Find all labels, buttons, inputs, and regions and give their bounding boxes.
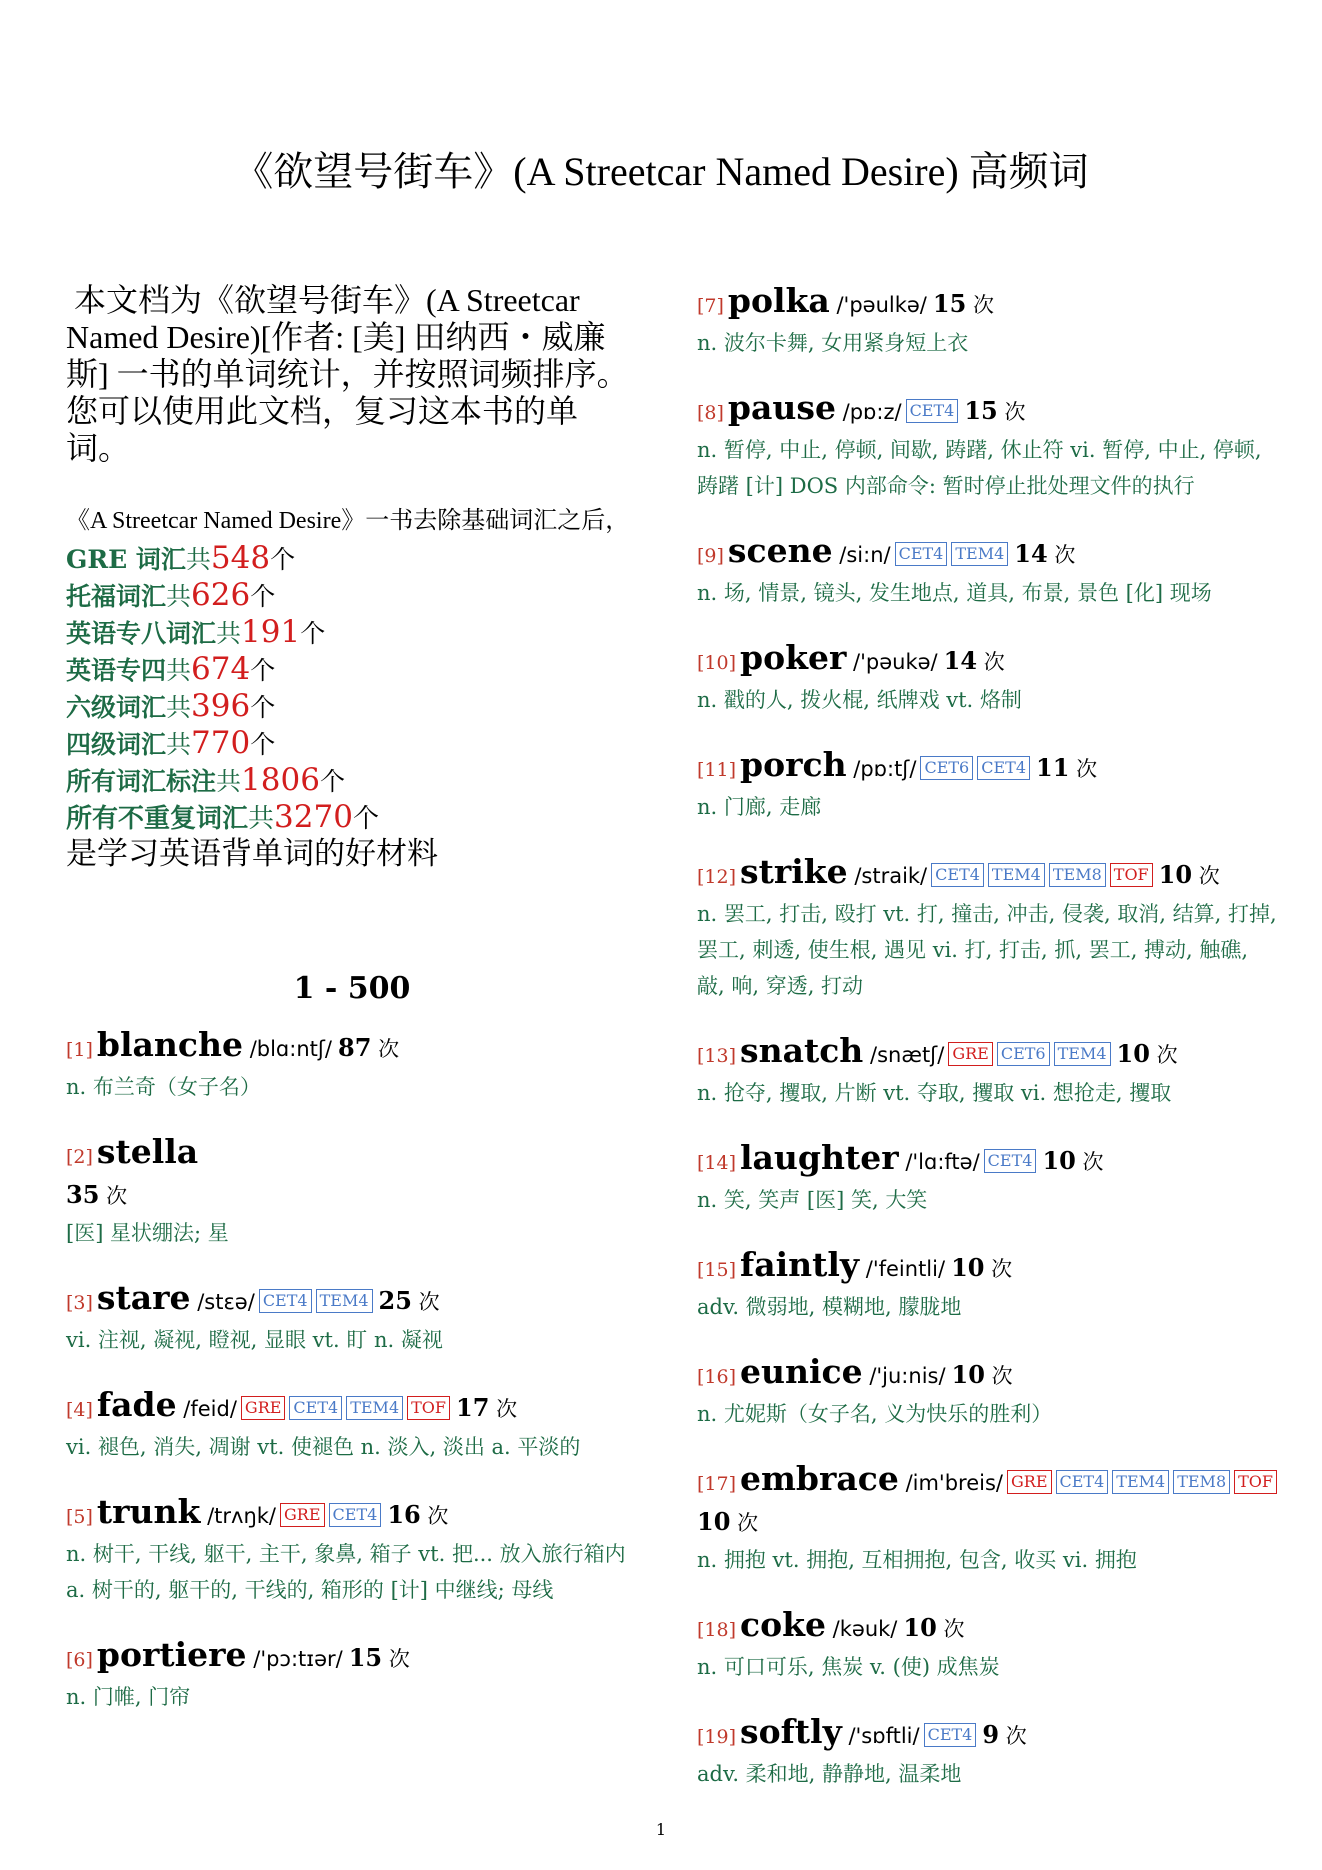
- entry-count-unit: 次: [972, 293, 994, 317]
- entry-head: [697, 1713, 1277, 1756]
- entry-count: 10: [951, 1253, 985, 1282]
- entry-definition: n. 笑, 笑声 [医] 笑, 大笑: [697, 1188, 928, 1212]
- entry-tag-tem8: TEM8: [1173, 1470, 1230, 1494]
- entry-head: [697, 1606, 1277, 1649]
- stat-label: 六级词汇: [66, 693, 167, 722]
- word-entry: [697, 1353, 1277, 1432]
- entry-index: [10]: [697, 652, 737, 674]
- entry-count-unit: 次: [991, 1364, 1013, 1388]
- entry-head: [66, 1386, 638, 1429]
- entry-word: embrace: [740, 1459, 899, 1498]
- entry-count: 35: [66, 1180, 100, 1209]
- entry-count-wrap: [1153, 860, 1220, 889]
- entry-count: 10: [1042, 1146, 1076, 1175]
- entry-count: 15: [932, 289, 967, 318]
- stat-gong: 共: [166, 656, 192, 685]
- entry-head: [697, 853, 1277, 896]
- entry-count: 25: [378, 1286, 412, 1315]
- stat-label: 英语专八词汇: [66, 619, 217, 648]
- entry-count: 11: [1036, 753, 1070, 782]
- entry-count-unit: 次: [737, 1511, 759, 1535]
- entries-right: [697, 282, 1277, 1792]
- stat-gong: 共: [216, 767, 242, 796]
- stat-count: 191: [241, 614, 301, 650]
- entry-count-wrap: [332, 1033, 400, 1062]
- entry-word: fade: [96, 1385, 177, 1424]
- entry-count: 10: [903, 1613, 937, 1642]
- entry-head: [697, 532, 1277, 575]
- entries-left: [66, 1026, 638, 1715]
- entry-count-unit: 次: [983, 650, 1005, 674]
- entry-count-wrap: [927, 289, 994, 318]
- entry-word: strike: [740, 852, 848, 891]
- entry-word: scene: [727, 531, 833, 570]
- entry-head: [66, 1133, 638, 1215]
- stat-gong: 共: [185, 545, 211, 574]
- stat-label: 所有词汇标注: [66, 767, 217, 796]
- entry-count: 15: [348, 1643, 383, 1672]
- entry-count-wrap: [1036, 1146, 1104, 1175]
- entry-definition: n. 暂停, 中止, 停顿, 间歇, 踌躇, 休止符 vi. 暂停, 中止, 停顿, 踌躇 [计] DOS 内部命令: 暂时停止批处理文件的执行: [697, 438, 1262, 498]
- entry-definition: vi. 注视, 凝视, 瞪视, 显眼 vt. 盯 n. 凝视: [66, 1328, 443, 1352]
- entry-phonetic: /'pəulkə/: [836, 293, 927, 317]
- stat-count: 548: [210, 540, 271, 576]
- entry-definition: adv. 柔和地, 静静地, 温柔地: [697, 1762, 962, 1786]
- entry-definition: n. 拥抱 vt. 拥抱, 互相拥抱, 包含, 收买 vi. 拥抱: [697, 1548, 1137, 1572]
- entry-count: 14: [943, 646, 978, 675]
- word-entry: [697, 639, 1277, 718]
- entry-tag-cet6: CET6: [920, 756, 973, 780]
- stat-row: [66, 540, 638, 577]
- entry-tag-tem4: TEM4: [346, 1396, 403, 1420]
- entry-word: pause: [727, 388, 836, 427]
- entry-word: eunice: [740, 1352, 863, 1391]
- stat-count: 1806: [241, 762, 320, 798]
- entry-index: [5]: [66, 1506, 93, 1528]
- entry-word: poker: [740, 638, 847, 677]
- word-entry: [66, 1026, 638, 1105]
- intro-paragraph-1: [66, 282, 638, 393]
- entry-phonetic: /im'breis/: [905, 1471, 1003, 1495]
- entry-tag-cet4: CET4: [984, 1149, 1037, 1173]
- word-entry: [697, 746, 1277, 825]
- stat-label: 四级词汇: [66, 730, 167, 759]
- entry-phonetic: /pɒ:tʃ/: [853, 757, 917, 781]
- entry-count-wrap: [697, 1507, 759, 1536]
- entry-index: [2]: [66, 1146, 93, 1168]
- entry-index: [9]: [697, 545, 724, 567]
- entry-head: [697, 1246, 1277, 1289]
- entry-head: [697, 1460, 1277, 1542]
- entry-word: porch: [740, 745, 847, 784]
- entry-head: [697, 389, 1277, 432]
- entry-head: [66, 1279, 638, 1322]
- entry-phonetic: /stεə/: [197, 1290, 255, 1314]
- entry-head: [697, 1032, 1277, 1075]
- entry-word: snatch: [740, 1031, 864, 1070]
- entry-tag-tem4: TEM4: [1112, 1470, 1169, 1494]
- stat-gong: 共: [216, 619, 242, 648]
- entry-count-wrap: [66, 1180, 128, 1209]
- entry-head: [697, 282, 1277, 325]
- entry-count-unit: 次: [1054, 543, 1076, 567]
- entry-phonetic: /snætʃ/: [870, 1043, 945, 1067]
- stat-unit: 个: [352, 804, 379, 834]
- entry-tag-cet4: CET4: [289, 1396, 342, 1420]
- entry-count-wrap: [958, 396, 1026, 425]
- entry-count-unit: 次: [418, 1290, 440, 1314]
- entry-count-unit: 次: [1082, 1150, 1104, 1174]
- entry-count-wrap: [1111, 1039, 1178, 1068]
- stat-gong: 共: [166, 582, 192, 611]
- left-column: [66, 282, 638, 1743]
- page-number: 1: [655, 1820, 667, 1839]
- entry-tag-cet4: CET4: [1056, 1470, 1109, 1494]
- entry-tag-cet4: CET4: [931, 863, 984, 887]
- word-entry: [66, 1636, 638, 1715]
- entry-count-unit: 次: [1156, 1043, 1178, 1067]
- entry-count-unit: 次: [378, 1037, 400, 1061]
- entry-phonetic: /'sɒftli/: [848, 1724, 920, 1748]
- stat-row: [66, 577, 638, 614]
- stat-unit: 个: [250, 730, 276, 759]
- entry-phonetic: /feid/: [183, 1397, 237, 1421]
- entry-index: [3]: [66, 1292, 93, 1314]
- entry-count-wrap: [381, 1500, 449, 1529]
- entry-count-unit: 次: [106, 1184, 128, 1208]
- entry-head: [66, 1493, 638, 1536]
- entry-count-unit: 次: [1076, 757, 1098, 781]
- entry-index: [8]: [697, 402, 724, 424]
- entry-phonetic: /blɑ:ntʃ/: [249, 1037, 333, 1061]
- entry-count-wrap: [1030, 753, 1098, 782]
- entry-phonetic: /'lɑ:ftə/: [905, 1150, 980, 1174]
- entry-phonetic: /straik/: [854, 864, 928, 888]
- stat-label: GRE 词汇: [66, 545, 186, 574]
- entry-count: 10: [1158, 860, 1193, 889]
- entry-tag-cet4: CET4: [906, 399, 959, 423]
- entry-index: [6]: [66, 1649, 93, 1671]
- entry-count: 87: [338, 1033, 372, 1062]
- entry-count-wrap: [373, 1286, 440, 1315]
- entry-definition: n. 场, 情景, 镜头, 发生地点, 道具, 布景, 景色 [化] 现场: [697, 581, 1212, 605]
- entry-count: 10: [1116, 1039, 1150, 1068]
- entry-tag-gre: GRE: [241, 1396, 286, 1420]
- entry-tag-gre: GRE: [1007, 1470, 1052, 1494]
- word-entry: [66, 1493, 638, 1608]
- entry-index: [13]: [697, 1045, 737, 1067]
- entry-count: 15: [964, 396, 998, 425]
- intro-paragraph-2: 您可以使用此文档，复习这本书的单词。: [66, 393, 579, 466]
- stat-unit: 个: [300, 619, 326, 648]
- stat-row: [66, 651, 638, 688]
- entry-phonetic: /kəuk/: [832, 1617, 898, 1641]
- entry-count-unit: 次: [1198, 864, 1220, 888]
- entry-tag-cet6: CET6: [997, 1042, 1050, 1066]
- entry-count: 16: [387, 1500, 421, 1529]
- entry-head: [697, 1139, 1277, 1182]
- entry-tag-gre: GRE: [948, 1042, 993, 1066]
- entry-count-unit: 次: [1004, 400, 1026, 424]
- stat-unit: 个: [250, 656, 276, 685]
- entry-tag-tof: TOF: [407, 1396, 450, 1420]
- entry-phonetic: /'pɔ:tɪər/: [253, 1647, 343, 1671]
- entry-tag-tem4: TEM4: [988, 863, 1045, 887]
- entry-count-wrap: [343, 1643, 410, 1672]
- entry-definition: [医] 星状绷法; 星: [66, 1221, 229, 1245]
- entry-count-wrap: [938, 646, 1005, 675]
- entry-index: [15]: [697, 1259, 737, 1281]
- entry-count: 10: [697, 1507, 731, 1536]
- word-entry: [697, 1139, 1277, 1218]
- stat-row: [66, 614, 638, 651]
- entry-phonetic: /'feintli/: [865, 1257, 946, 1281]
- word-entry: [697, 853, 1277, 1004]
- entry-word: portiere: [96, 1635, 247, 1674]
- entry-index: [12]: [697, 866, 737, 888]
- word-entry: [697, 1713, 1277, 1792]
- stat-label: 英语专四: [66, 656, 167, 685]
- right-column: [697, 282, 1277, 1820]
- entry-head: [697, 746, 1277, 789]
- entry-index: [4]: [66, 1399, 93, 1421]
- entry-tag-tem8: TEM8: [1049, 863, 1106, 887]
- entry-definition: n. 戳的人, 拨火棍, 纸牌戏 vt. 烙制: [697, 688, 1022, 712]
- entry-definition: n. 罢工, 打击, 殴打 vt. 打, 撞击, 冲击, 侵袭, 取消, 结算, 打掉, 罢工, 刺透, 使生根, 遇见 vi. 打, 打击, 抓, 罢工, 搏动, 触礁, 敲, 响, 穿透, 打动: [697, 902, 1277, 998]
- entry-definition: adv. 微弱地, 模糊地, 朦胧地: [697, 1295, 962, 1319]
- entry-definition: n. 布兰奇（女子名）: [66, 1075, 261, 1099]
- stat-label: 托福词汇: [66, 582, 167, 611]
- entry-definition: n. 抢夺, 攫取, 片断 vt. 夺取, 攫取 vi. 想抢走, 攫取: [697, 1081, 1172, 1105]
- entry-count-unit: 次: [496, 1397, 518, 1421]
- entry-index: [19]: [697, 1726, 737, 1748]
- entry-word: softly: [740, 1712, 842, 1751]
- entry-word: faintly: [740, 1245, 860, 1284]
- entry-word: stare: [96, 1278, 191, 1317]
- entry-tag-tem4: TEM4: [1054, 1042, 1111, 1066]
- entry-tag-cet4: CET4: [259, 1289, 312, 1313]
- intro-summary: 《A Streetcar Named Desire》一书去除基础词汇之后，: [66, 508, 630, 534]
- stat-unit: 个: [270, 545, 296, 574]
- stat-unit: 个: [319, 767, 345, 796]
- word-entry: [697, 389, 1277, 504]
- stat-count: 770: [191, 725, 251, 761]
- range-heading: 1 - 500: [293, 971, 411, 1006]
- word-entry: [66, 1133, 638, 1251]
- entry-definition: n. 可口可乐, 焦炭 v. (使) 成焦炭: [697, 1655, 1000, 1679]
- entry-count-wrap: [976, 1720, 1027, 1749]
- entry-word: stella: [96, 1132, 199, 1171]
- entry-tag-cet4: CET4: [924, 1723, 977, 1747]
- entry-tag-gre: GRE: [280, 1503, 325, 1527]
- entry-count-unit: 次: [427, 1504, 449, 1528]
- stat-count: 674: [191, 651, 251, 687]
- entry-phonetic: /trʌŋk/: [207, 1504, 277, 1528]
- entry-count-wrap: [1008, 539, 1076, 568]
- word-entry: [697, 1246, 1277, 1325]
- entry-phonetic: /'pəukə/: [853, 650, 938, 674]
- entry-count-unit: 次: [943, 1617, 965, 1641]
- stat-count: 626: [191, 577, 251, 613]
- stats-list: [66, 540, 638, 836]
- entry-count: 17: [456, 1393, 490, 1422]
- entry-head: [697, 1353, 1277, 1396]
- entry-tag-tof: TOF: [1234, 1470, 1277, 1494]
- entry-tag-tem4: TEM4: [316, 1289, 373, 1313]
- entry-word: laughter: [740, 1138, 899, 1177]
- entry-definition: n. 门廊, 走廊: [697, 795, 822, 819]
- entry-word: trunk: [96, 1492, 201, 1531]
- entry-definition: n. 树干, 干线, 躯干, 主干, 象鼻, 箱子 vt. 把... 放入旅行箱内 a. 树干的, 躯干的, 干线的, 箱形的 [计] 中继线; 母线: [66, 1542, 626, 1602]
- stat-row: [66, 725, 638, 762]
- stat-count: 3270: [274, 799, 353, 835]
- word-entry: [697, 532, 1277, 611]
- stat-label: 所有不重复词汇: [66, 804, 249, 834]
- entry-phonetic: /si:n/: [839, 543, 891, 567]
- entry-definition: n. 门帷, 门帘: [66, 1685, 191, 1709]
- entry-head: [66, 1636, 638, 1679]
- entry-count: 10: [951, 1360, 985, 1389]
- entry-word: polka: [727, 281, 830, 320]
- word-entry: [66, 1386, 638, 1465]
- entry-tag-tem4: TEM4: [951, 542, 1008, 566]
- word-entry: [697, 1460, 1277, 1578]
- entry-count-unit: 次: [991, 1257, 1013, 1281]
- entry-head: [66, 1026, 638, 1069]
- entry-index: [14]: [697, 1152, 737, 1174]
- entry-definition: n. 尤妮斯（女子名, 义为快乐的胜利）: [697, 1402, 1053, 1426]
- stat-row: [66, 762, 638, 799]
- stat-row: [66, 688, 638, 725]
- stat-count: 396: [191, 688, 251, 724]
- entry-count-unit: 次: [1005, 1724, 1027, 1748]
- word-entry: [697, 1606, 1277, 1685]
- entry-word: coke: [740, 1605, 826, 1644]
- entry-count: 14: [1014, 539, 1048, 568]
- entry-tag-cet4: CET4: [977, 756, 1030, 780]
- entry-count-wrap: [946, 1360, 1013, 1389]
- page-title: 《欲望号街车》(A Streetcar Named Desire) 高频词: [233, 149, 1089, 194]
- word-entry: [697, 1032, 1277, 1111]
- entry-definition: vi. 褪色, 消失, 凋谢 vt. 使褪色 n. 淡入, 淡出 a. 平淡的: [66, 1435, 581, 1459]
- entry-count-wrap: [450, 1393, 518, 1422]
- stat-row: [66, 799, 638, 836]
- word-entry: [697, 282, 1277, 361]
- entry-phonetic: /'ju:nis/: [869, 1364, 946, 1388]
- intro-paragraph-1-text: 本文档为《欲望号街车》(A Streetcar Named Desire)[作者: [美] 田纳西・威廉斯] 一书的单词统计，并按照词频排序。: [66, 282, 629, 392]
- entry-index: [17]: [697, 1473, 737, 1495]
- entry-count: 9: [982, 1720, 1000, 1749]
- intro-closing: 是学习英语背单词的好材料: [66, 836, 438, 872]
- stat-unit: 个: [250, 693, 276, 722]
- entry-tag-cet4: CET4: [895, 542, 948, 566]
- entry-index: [16]: [697, 1366, 737, 1388]
- entry-index: [11]: [697, 759, 737, 781]
- stat-gong: 共: [248, 804, 275, 834]
- entry-count-wrap: [897, 1613, 965, 1642]
- entry-definition: n. 波尔卡舞, 女用紧身短上衣: [697, 331, 969, 355]
- entry-phonetic: /pɒ:z/: [842, 400, 902, 424]
- word-entry: [66, 1279, 638, 1358]
- entry-tag-tof: TOF: [1110, 863, 1153, 887]
- entry-tag-cet4: CET4: [329, 1503, 382, 1527]
- stat-unit: 个: [250, 582, 276, 611]
- entry-count-unit: 次: [388, 1647, 410, 1671]
- entry-index: [7]: [697, 295, 724, 317]
- entry-index: [1]: [66, 1039, 93, 1061]
- entry-head: [697, 639, 1277, 682]
- stat-gong: 共: [166, 693, 192, 722]
- entry-index: [18]: [697, 1619, 737, 1641]
- entry-count-wrap: [945, 1253, 1013, 1282]
- stat-gong: 共: [166, 730, 192, 759]
- entry-word: blanche: [96, 1025, 243, 1064]
